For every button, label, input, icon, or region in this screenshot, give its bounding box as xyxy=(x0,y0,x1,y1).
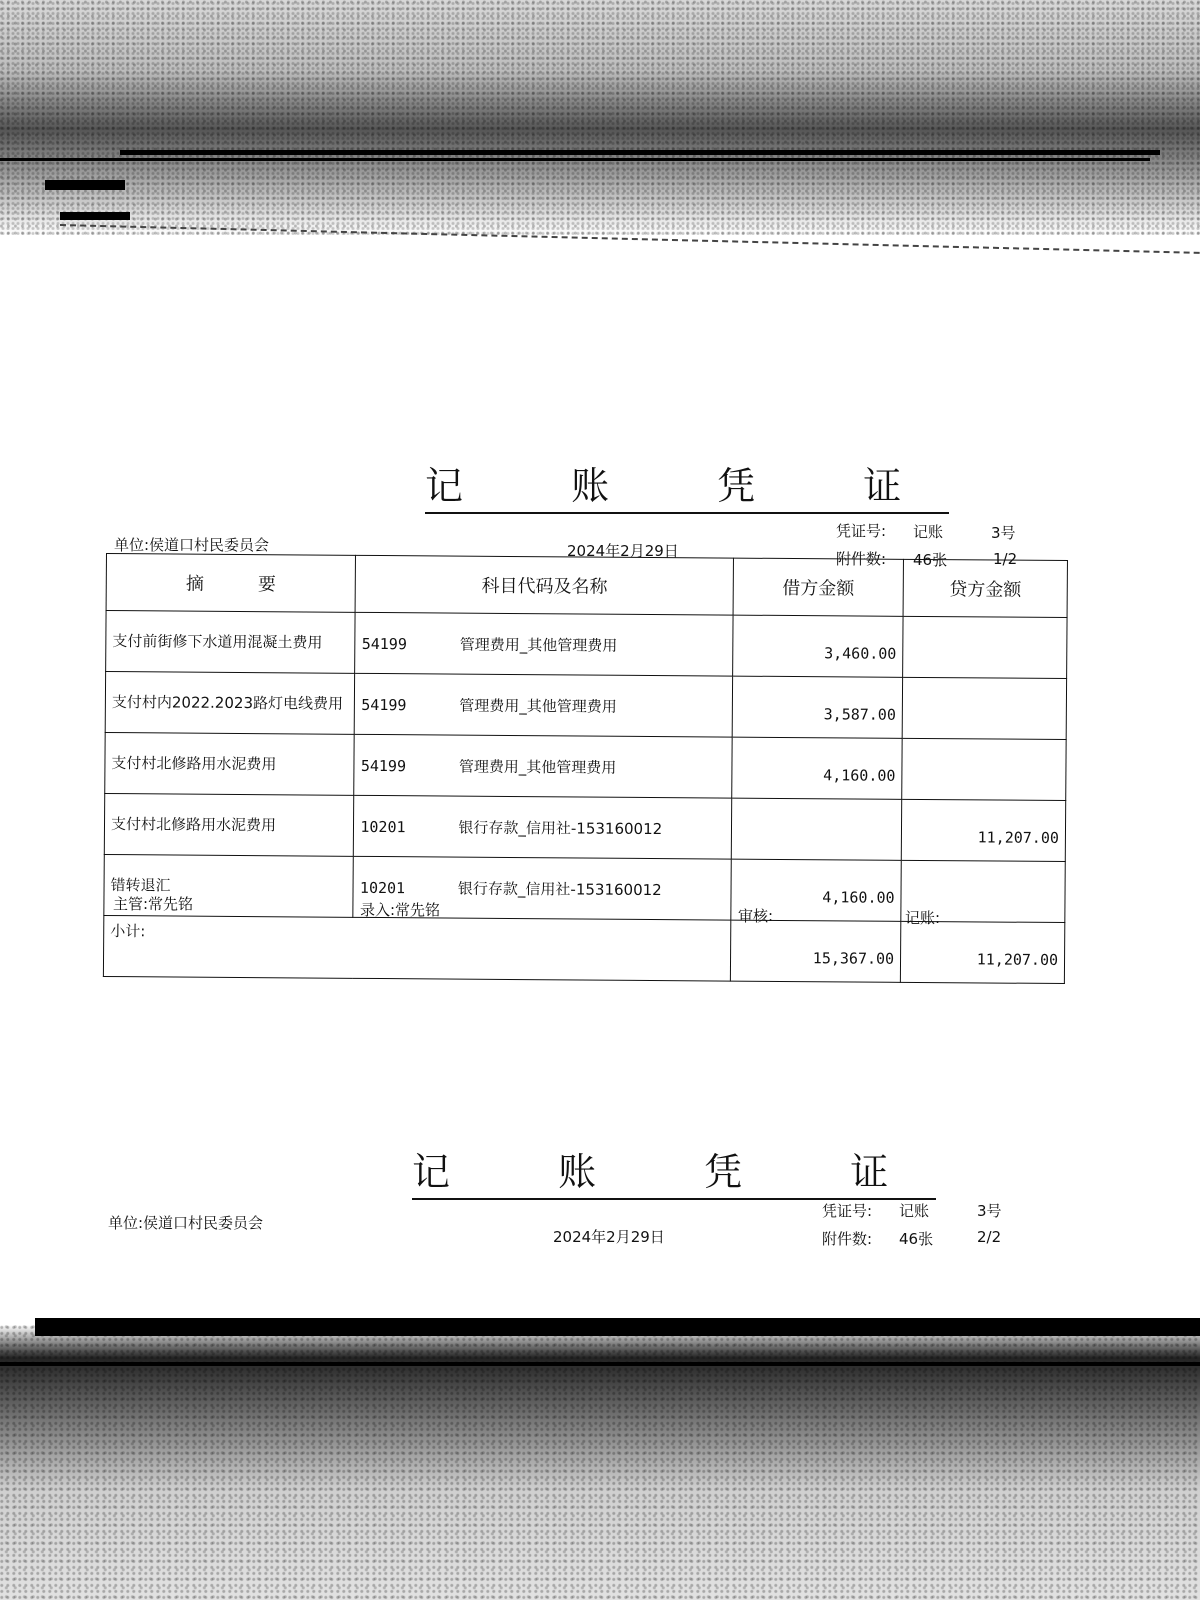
voucher-number-type-2: 记账 xyxy=(899,1202,930,1220)
table-row xyxy=(106,611,1067,679)
row-subject xyxy=(354,734,732,798)
scan-streak xyxy=(0,1362,1200,1366)
bookkeeper-signature: 记账: xyxy=(905,909,941,927)
row-summary: 支付村北修路用水泥费用 xyxy=(105,732,355,795)
row-summary: 支付村内2022.2023路灯电线费用 xyxy=(105,672,355,735)
row-summary: 支付前街修下水道用混凝土费用 xyxy=(106,611,356,674)
scan-streak xyxy=(60,212,130,220)
scan-noise-bottom xyxy=(0,1325,1200,1600)
scan-streak xyxy=(45,180,125,190)
row-credit xyxy=(902,738,1066,800)
subject-name: 银行存款_信用社-153160012 xyxy=(458,818,663,838)
subject-code: 54199 xyxy=(361,634,407,653)
row-debit: 4,160.00 xyxy=(731,859,901,921)
subject-code: 10201 xyxy=(360,817,406,836)
subject-name: 管理费用_其他管理费用 xyxy=(458,757,617,777)
voucher-number-2: 3号 xyxy=(977,1202,1002,1220)
scan-streak xyxy=(0,158,1150,161)
subject-code: 54199 xyxy=(361,695,407,714)
row-summary: 错转退汇 xyxy=(104,854,354,917)
header-subject: 科目代码及名称 xyxy=(355,555,733,615)
supervisor-signature: 主管:常先铭 xyxy=(113,895,194,913)
header-credit: 贷方金额 xyxy=(903,559,1067,617)
header-debit: 借方金额 xyxy=(733,558,903,616)
row-debit: 4,160.00 xyxy=(732,737,902,799)
voucher-number-type: 记账 xyxy=(913,523,944,541)
voucher-title: 记 账 凭 证 xyxy=(425,462,949,514)
row-credit xyxy=(903,616,1067,678)
unit-label: 单位:侯道口村民委员会 xyxy=(114,536,270,554)
row-subject xyxy=(355,673,733,737)
page-indicator-2: 2/2 xyxy=(977,1228,1002,1246)
row-summary: 支付村北修路用水泥费用 xyxy=(104,793,354,856)
voucher-date: 2024年2月29日 xyxy=(567,542,679,560)
row-subject xyxy=(355,612,733,676)
attachments-count: 46张 xyxy=(913,551,948,569)
voucher-number: 3号 xyxy=(991,524,1016,542)
subtotal-label: 小计: xyxy=(103,915,731,981)
table-row xyxy=(105,732,1066,800)
page-indicator: 1/2 xyxy=(993,550,1018,568)
subject-code: 10201 xyxy=(359,878,406,897)
voucher-date-2: 2024年2月29日 xyxy=(553,1228,665,1246)
subject-name: 银行存款_信用社-153160012 xyxy=(457,879,662,899)
scan-streak xyxy=(35,1318,1200,1336)
row-credit xyxy=(902,677,1066,739)
voucher-number-label-2: 凭证号: xyxy=(822,1202,873,1220)
voucher-title-2: 记 账 凭 证 xyxy=(412,1148,936,1200)
subject-code: 54199 xyxy=(360,756,407,775)
row-debit xyxy=(731,798,901,860)
review-signature: 审核: xyxy=(738,907,774,925)
attachments-label: 附件数: xyxy=(836,550,887,568)
attachments-count-2: 46张 xyxy=(899,1230,934,1248)
header-summary: 摘 要 xyxy=(106,554,356,613)
scan-noise-top xyxy=(0,0,1200,235)
subtotal-credit: 11,207.00 xyxy=(900,921,1064,983)
subject-name: 管理费用_其他管理费用 xyxy=(459,635,618,655)
voucher-number-label: 凭证号: xyxy=(836,522,887,540)
row-debit: 3,460.00 xyxy=(733,615,903,677)
unit-label-2: 单位:侯道口村民委员会 xyxy=(108,1214,264,1232)
table-header-row xyxy=(106,554,1067,618)
table-row xyxy=(104,793,1065,861)
scan-streak xyxy=(120,150,1160,155)
subject-name: 管理费用_其他管理费用 xyxy=(459,696,617,716)
row-debit: 3,587.00 xyxy=(732,676,902,738)
row-credit: 11,207.00 xyxy=(901,799,1065,861)
attachments-label-2: 附件数: xyxy=(822,1230,873,1248)
subtotal-debit: 15,367.00 xyxy=(730,920,900,982)
row-subject xyxy=(354,795,732,859)
entry-signature: 录入:常先铭 xyxy=(360,901,441,919)
table-row xyxy=(105,672,1066,740)
